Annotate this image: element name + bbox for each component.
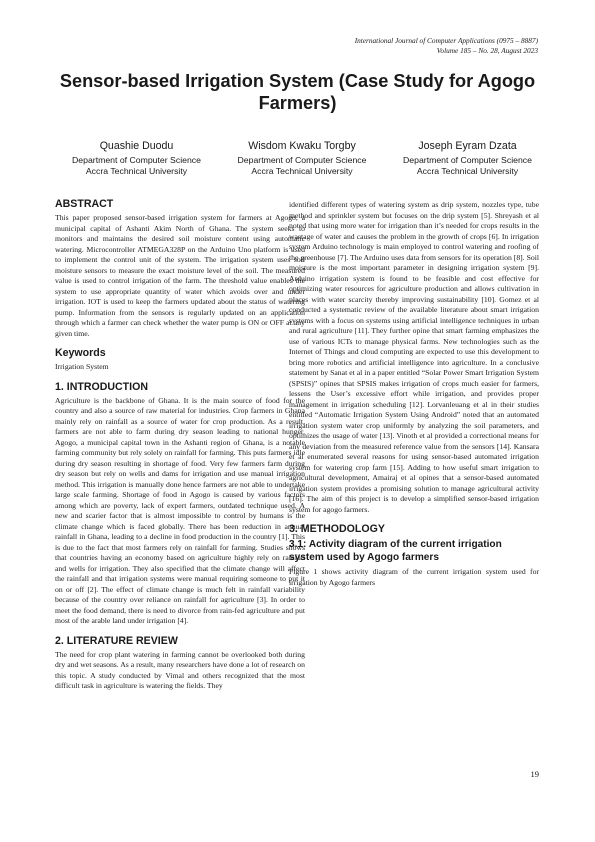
- author-university: Accra Technical University: [416, 166, 519, 176]
- abstract-heading: ABSTRACT: [55, 198, 114, 210]
- methodology-subheading: 3.1: Activity diagram of the current irrigation system used by Agogo farmers: [289, 539, 502, 563]
- author-3: [385, 139, 550, 177]
- abstract-text: This paper proposed sensor-based irrigation system for farmers at Agogo, a municipal capital of Ashanti Akim North of Ghana. The system seeks to monitors and maintains the desired soil moisture content using automatic watering. Microcontroller ATMEGA328P on the Arduino Uno platform is used to implement the control unit of the system. The irrigation system uses soil moisture sensors to measure the exact moisture level of the soil. The measured value is used to control irrigation of the farm. The threshold value enables the system to use appropriate quantity of water which avoids over and under irrigation. IOT is used to keep the farmers updated about the status of watering pump. Information from the sensors is regularly updated on an application through which a farmer can check whether the water pump is ON or OFF at any given time.: [55, 213, 305, 338]
- author-2: [220, 139, 385, 177]
- author-name: Quashie Duodu: [99, 140, 174, 152]
- author-name: Wisdom Kwaku Torgby: [248, 140, 356, 152]
- literature-review-heading: 2. LITERATURE REVIEW: [55, 634, 178, 647]
- keywords-heading: Keywords: [55, 347, 106, 359]
- journal-header: [355, 36, 538, 56]
- author-block: [54, 139, 550, 177]
- left-column: [55, 198, 305, 692]
- author-university: Accra Technical University: [251, 166, 353, 176]
- literature-review-text: The need for crop plant watering in farming cannot be overlooked both during dry and wet seasons. As a result, many researchers have done a lot of research on this topic. A study conducted by Vimal and others recognized that the most difficult task in agriculture is watering the fields. They: [55, 649, 305, 690]
- methodology-text: Figure 1 shows activity diagram of the current irrigation system used for irrigation by Agogo farmers: [289, 567, 539, 587]
- author-department: Department of Computer Science: [403, 155, 532, 165]
- literature-review-text-continued: identified different types of watering system as drip system, nozzles type, tube method and sprinkler system but focuses on the drip system [5]. Shreyash et al noted that using more water for irrigation than it’s needed for crops results in the wastage of water and causes the problem in the growth of crops [6]. In irrigation system Arduino technology is main employed to control watering and roofing of the greenhouse [7]. The Arduino uses data from sensors for its operation [8]. Soil moisture is the most important parameter in designing irrigation system [9]. Arduino irrigation system is found to be feasible and cost effective for optimizing water resources for agriculture production and allows cultivation in places with water scarcity thereby improving sustainability [10]. Gomez et al conducted a systematic review of the available literature about smart irrigation systems with a focus on systems using artificial intelligence techniques in urban and rural agriculture [11]. They further opine that smart farming emphasizes the use of various ICTs to manage physical farms. New technologies such as the Internet of Things and cloud computing are expected to use this development to bring more robotics and artificial intelligence into agriculture. In a conclusive statement by Sanat et al in a paper entitled “Solar Power Smart Irrigation System (SPSIS)” opines that SPSIS makes irrigation of crops much easier for farmers, lessens the User’s excessive effort while irrigation, and provides proper management in irrigation scheduling [12]. Lorvanleuang et al in their studies entitled “Automatic Irrigation System Using Android” noted that an automated irrigation system water crop uniformly by analyzing the soil parameters, and optimizes the usage of water [13]. Vinoth et al provided a correctional means for any deviation from the measured reference value from the sensors [14]. Kansara et al enumerated several reasons for using sensor-based automated irrigation system for watering crop farm [15]. Adding to how useful smart irrigation to agricultural development, Amairaj et al opines that a sensor-based automated irrigation system provides a promising solution to manage agricultural activity [16]. The aim of this project is to develop a simplified sensor-based irrigation system for agogo farmers.: [289, 200, 539, 514]
- introduction-text: Agriculture is the backbone of Ghana. It is the main source of food for the country and also a source of raw material for industries. Crop farmers in Ghana mainly rely on rainfall as a source of water for crop production. As a result, farmers are not able to farm during dry season leading to national hunger. Agogo, a municipal capital town in the Ashanti region of Ghana, is a notable farming community but rely solely on rainfall for farming. This puts farmers idle during dry season resulting in shortage of food. Very few farmers farm during dry season but rely on wells and dams for irrigation and use manual irrigation method. This irrigation is manually done hence farmers are not able to undertake large scale farming. Shortage of food in Agogo is caused by various factors among which are poverty, lack of expert farmers, outdated technique used. A new and scarier factor that is almost impossible to control by humans is the climate change which is faced globally. There has been reduction in annual rainfall in Ghana, leading to a decline in food production in the country [1]. This is due to the fact that most farmers rely on rainfall for farming. Studies shows that countries having an economy based on agriculture highly rely on rainfall and wells for irrigation. They also specified that the climate change will affect the rainfall and that irrigation systems were manual requiring someone to put it on or off [2]. The effect of climate change is much felt in rainfall variability because of the country over reliance on rainfall for agriculture [3]. In order to meet the food demand, there is need to divorce from rain-fed agriculture and put most of the arable land under irrigation [4].: [55, 395, 305, 625]
- introduction-heading: 1. INTRODUCTION: [55, 380, 148, 393]
- right-column: [289, 200, 539, 588]
- author-name: Joseph Eyram Dzata: [418, 140, 517, 152]
- journal-name: International Journal of Computer Applications (0975 – 8887): [354, 36, 538, 45]
- author-1: [54, 139, 219, 177]
- page-number: 19: [530, 769, 539, 779]
- author-university: Accra Technical University: [85, 166, 188, 176]
- author-department: Department of Computer Science: [237, 155, 367, 165]
- author-department: Department of Computer Science: [72, 155, 201, 165]
- journal-volume: Volume 185 – No. 28, August 2023: [436, 46, 538, 55]
- keywords-text: Irrigation System: [55, 362, 109, 371]
- paper-title: Sensor-based Irrigation System (Case Study for Agogo Farmers): [59, 71, 536, 113]
- methodology-heading: 3. METHODOLOGY: [289, 523, 385, 535]
